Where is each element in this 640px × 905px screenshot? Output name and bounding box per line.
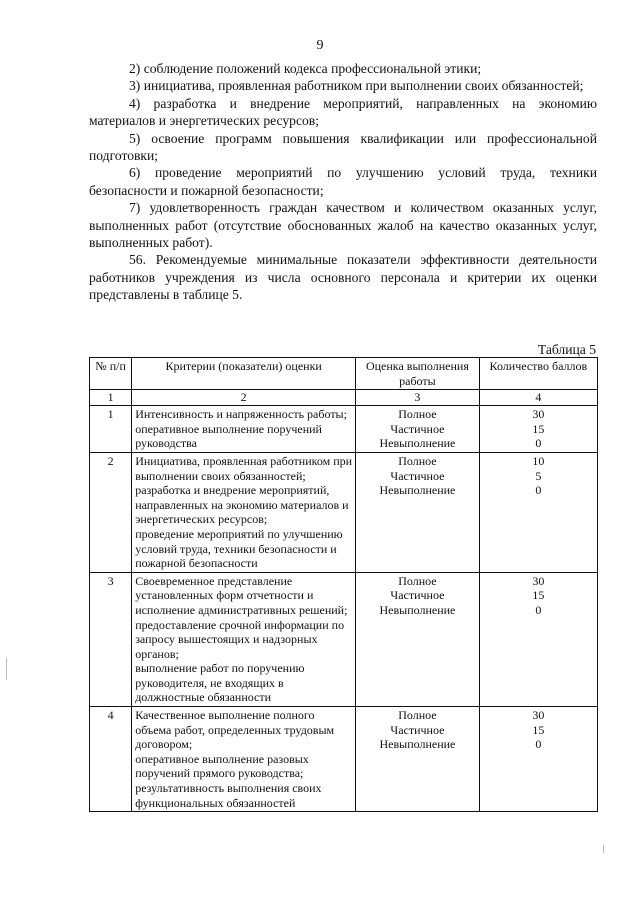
criteria-cell <box>132 452 356 572</box>
evaluation-level: Полное <box>398 573 437 588</box>
criterion: предоставление срочной информации по запросу вышестоящих и надзорных органов; <box>135 617 345 661</box>
score-cell <box>479 707 597 812</box>
evaluation-cell <box>356 707 480 812</box>
criterion: выполнение работ по поручению руководителя, не входящих в должностные обязанности <box>135 661 305 705</box>
score-value: 30 <box>532 407 545 422</box>
score-value: 30 <box>532 708 545 723</box>
column-index: 2 <box>132 390 356 406</box>
evaluation-level: Частичное <box>390 468 445 483</box>
row-number: 3 <box>90 572 132 706</box>
score-value: 0 <box>535 436 542 451</box>
scan-margin-mark <box>6 658 7 680</box>
paragraph: 4) разработка и внедрение мероприятий, направленных на экономию материалов и энергетических ресурсов; <box>89 95 597 129</box>
score-cell <box>479 572 597 706</box>
table-header-row <box>90 358 598 390</box>
criterion: Инициатива, проявленная работником при выполнении своих обязанностей; <box>135 453 353 483</box>
body-text <box>89 60 597 304</box>
paragraph: 7) удовлетворенность граждан качеством и количеством оказанных услуг, выполненных работ (отсутствие обоснованных жалоб на качество оказанных услуг, выполненных работ). <box>89 200 597 251</box>
column-index-row <box>90 390 598 406</box>
table-caption: Таблица 5 <box>537 342 596 357</box>
score-value: 5 <box>535 468 542 483</box>
criteria-cell <box>132 406 356 453</box>
evaluation-cell <box>356 572 480 706</box>
evaluation-level: Частичное <box>390 421 445 436</box>
score-cell <box>479 406 597 453</box>
criteria-cell <box>132 572 356 706</box>
evaluation-level: Невыполнение <box>379 737 456 752</box>
page-number: 9 <box>316 38 324 53</box>
score-value: 0 <box>535 483 542 498</box>
column-index: 4 <box>479 390 597 406</box>
paragraph: 5) освоение программ повышения квалификации или профессиональной подготовки; <box>89 130 597 164</box>
row-number: 2 <box>90 452 132 572</box>
criterion: Качественное выполнение полного объема работ, определенных трудовым договором; <box>135 708 335 752</box>
evaluation-cell <box>356 406 480 453</box>
paragraph: 56. Рекомендуемые минимальные показатели эффективности деятельности работников учреждения из числа основного персонала и критерии их оценки представлены в таблице 5. <box>89 252 597 303</box>
header-num: № п/п <box>90 358 132 390</box>
scan-margin-mark <box>603 845 604 853</box>
header-evaluation: Оценка выполнения работы <box>356 358 480 390</box>
score-cell <box>479 452 597 572</box>
row-number: 4 <box>90 707 132 812</box>
score-value: 15 <box>532 722 545 737</box>
evaluation-level: Невыполнение <box>379 483 456 498</box>
table-row <box>90 572 598 706</box>
evaluation-level: Полное <box>398 708 437 723</box>
criterion: Своевременное представление установленных форм отчетности и исполнение административных решений; <box>135 573 348 617</box>
paragraph: 3) инициатива, проявленная работником при выполнении своих обязанностей; <box>129 78 584 94</box>
evaluation-level: Частичное <box>390 588 445 603</box>
score-value: 15 <box>532 421 545 436</box>
criterion: оперативное выполнение разовых поручений прямого руководства; <box>135 751 309 781</box>
table-row <box>90 452 598 572</box>
evaluation-level: Полное <box>398 407 437 422</box>
criterion: Интенсивность и напряженность работы; <box>135 407 347 422</box>
column-index: 3 <box>356 390 480 406</box>
evaluation-level: Частичное <box>390 722 445 737</box>
evaluation-level: Невыполнение <box>379 602 456 617</box>
criteria-table <box>89 357 598 812</box>
score-value: 15 <box>532 588 545 603</box>
header-score: Количество баллов <box>479 358 597 390</box>
score-value: 0 <box>535 737 542 752</box>
table-row <box>90 406 598 453</box>
criterion: оперативное выполнение поручений руководства <box>135 421 322 451</box>
criteria-cell <box>132 707 356 812</box>
row-number: 1 <box>90 406 132 453</box>
evaluation-cell <box>356 452 480 572</box>
evaluation-level: Полное <box>398 453 437 468</box>
criterion: разработка и внедрение мероприятий, направленных на экономию материалов и энергетических ресурсов; <box>135 483 349 527</box>
column-index: 1 <box>90 390 132 406</box>
score-value: 10 <box>532 453 545 468</box>
score-value: 30 <box>532 573 545 588</box>
paragraph: 2) соблюдение положений кодекса профессиональной этики; <box>129 61 482 76</box>
header-criteria: Критерии (показатели) оценки <box>132 358 356 390</box>
table-row <box>90 707 598 812</box>
criterion: проведение мероприятий по улучшению условий труда, техники безопасности и пожарной безопасности <box>135 526 343 571</box>
paragraph: 6) проведение мероприятий по улучшению условий труда, техники безопасности и пожарной безопасности; <box>89 165 597 198</box>
score-value: 0 <box>535 602 542 617</box>
evaluation-level: Невыполнение <box>379 436 456 451</box>
criterion: результативность выполнения своих функциональных обязанностей <box>135 781 322 810</box>
